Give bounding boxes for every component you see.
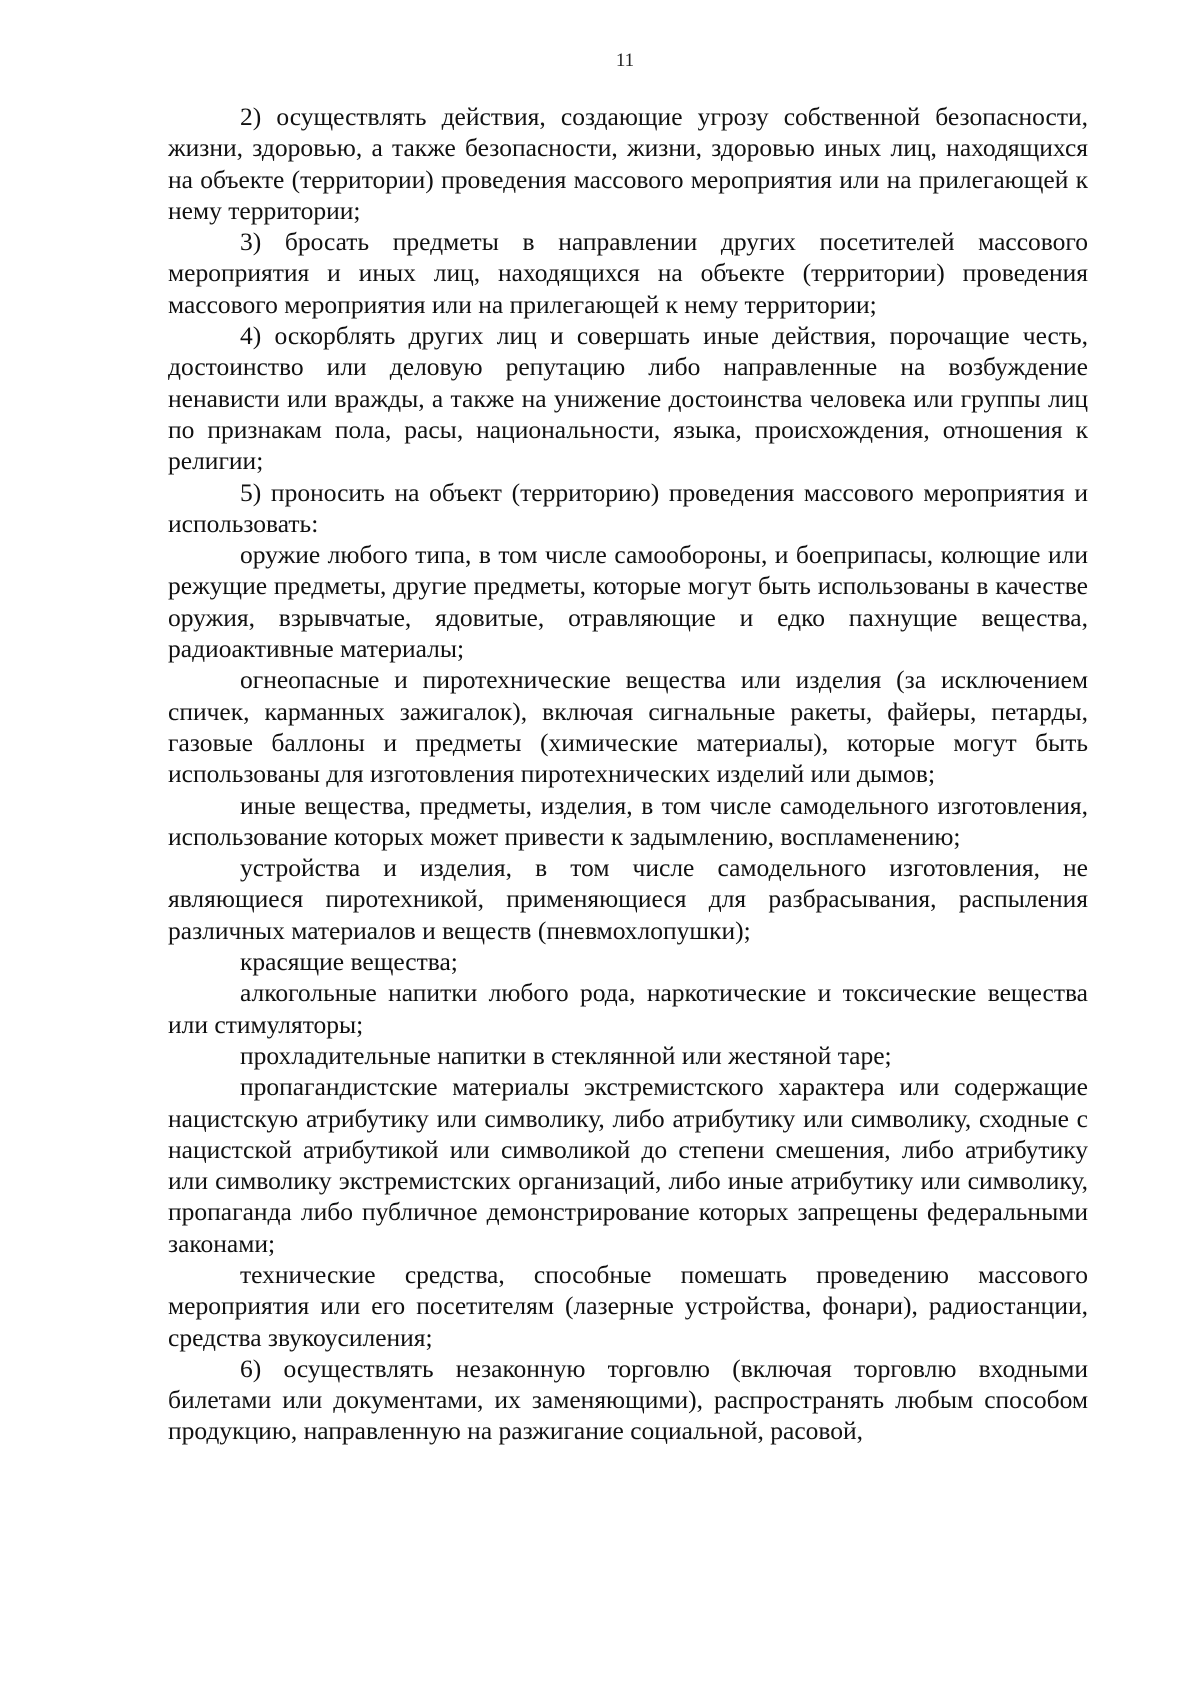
paragraph-item-6: 6) осуществлять незаконную торговлю (включая торговлю входными билетами или документами, их заменяющими), распространять любым способом продукцию, направленную на разжигание социальной, расовой, [168, 1353, 1088, 1446]
paragraph-pyrotechnics: огнеопасные и пиротехнические вещества или изделия (за исключением спичек, карманных зажигалок), включая сигнальные ракеты, файеры, петарды, газовые баллоны и предметы (химические материалы), которые могут быть использованы для изготовления пиротехнических изделий или дымов; [168, 665, 1088, 789]
paragraph-drinks: прохладительные напитки в стеклянной или жестяной таре; [240, 1040, 892, 1070]
paragraph-technical-means: технические средства, способные помешать проведению массового мероприятия или его посетителям (лазерные устройства, фонари), радиостанции, средства звукоусиления; [168, 1259, 1088, 1352]
document-body [168, 101, 1088, 1447]
page-number: 11 [615, 50, 635, 71]
paragraph-devices: устройства и изделия, в том числе самодельного изготовления, не являющиеся пиротехникой, применяющиеся для разбрасывания, распыления различных материалов и веществ (пневмохлопушки); [168, 853, 1088, 945]
paragraph-item-3: 3) бросать предметы в направлении других посетителей массового мероприятия и иных лиц, находящихся на объекте (территории) проведения массового мероприятия или на прилегающей к нему территории; [168, 227, 1088, 319]
paragraph-alcohol: алкогольные напитки любого рода, наркотические и токсические вещества или стимуляторы; [168, 978, 1088, 1039]
paragraph-propaganda: пропагандистские материалы экстремистского характера или содержащие нацистскую атрибутику или символику, либо атрибутику или символику, сходные с нацистской атрибутикой или символикой до степени смешения, либо атрибутику или символику экстремистских организаций, либо иные атрибутику или символику, пропаганда либо публичное демонстрирование которых запрещены федеральными законами; [168, 1072, 1088, 1258]
paragraph-item-5: 5) проносить на объект (территорию) проведения массового мероприятия и использовать: [168, 477, 1088, 538]
paragraph-item-2: 2) осуществлять действия, создающие угрозу собственной безопасности, жизни, здоровью, а также безопасности, жизни, здоровью иных лиц, находящихся на объекте (территории) проведения массового мероприятия или на прилегающей к нему территории; [168, 102, 1088, 225]
paragraph-item-4: 4) оскорблять других лиц и совершать иные действия, порочащие честь, достоинство или деловую репутацию либо направленные на возбуждение ненависти или вражды, а также на унижение достоинства человека или группы лиц по признакам пола, расы, национальности, языка, происхождения, отношения к религии; [168, 321, 1088, 476]
paragraph-dyes: красящие вещества; [240, 947, 458, 977]
paragraph-weapons: оружие любого типа, в том числе самообороны, и боеприпасы, колющие или режущие предметы, другие предметы, которые могут быть использованы в качестве оружия, взрывчатые, ядовитые, отравляющие и едко пахнущие вещества, радиоактивные материалы; [168, 540, 1088, 664]
paragraph-other-substances: иные вещества, предметы, изделия, в том числе самодельного изготовления, использование которых может привести к задымлению, воспламенению; [168, 790, 1088, 851]
